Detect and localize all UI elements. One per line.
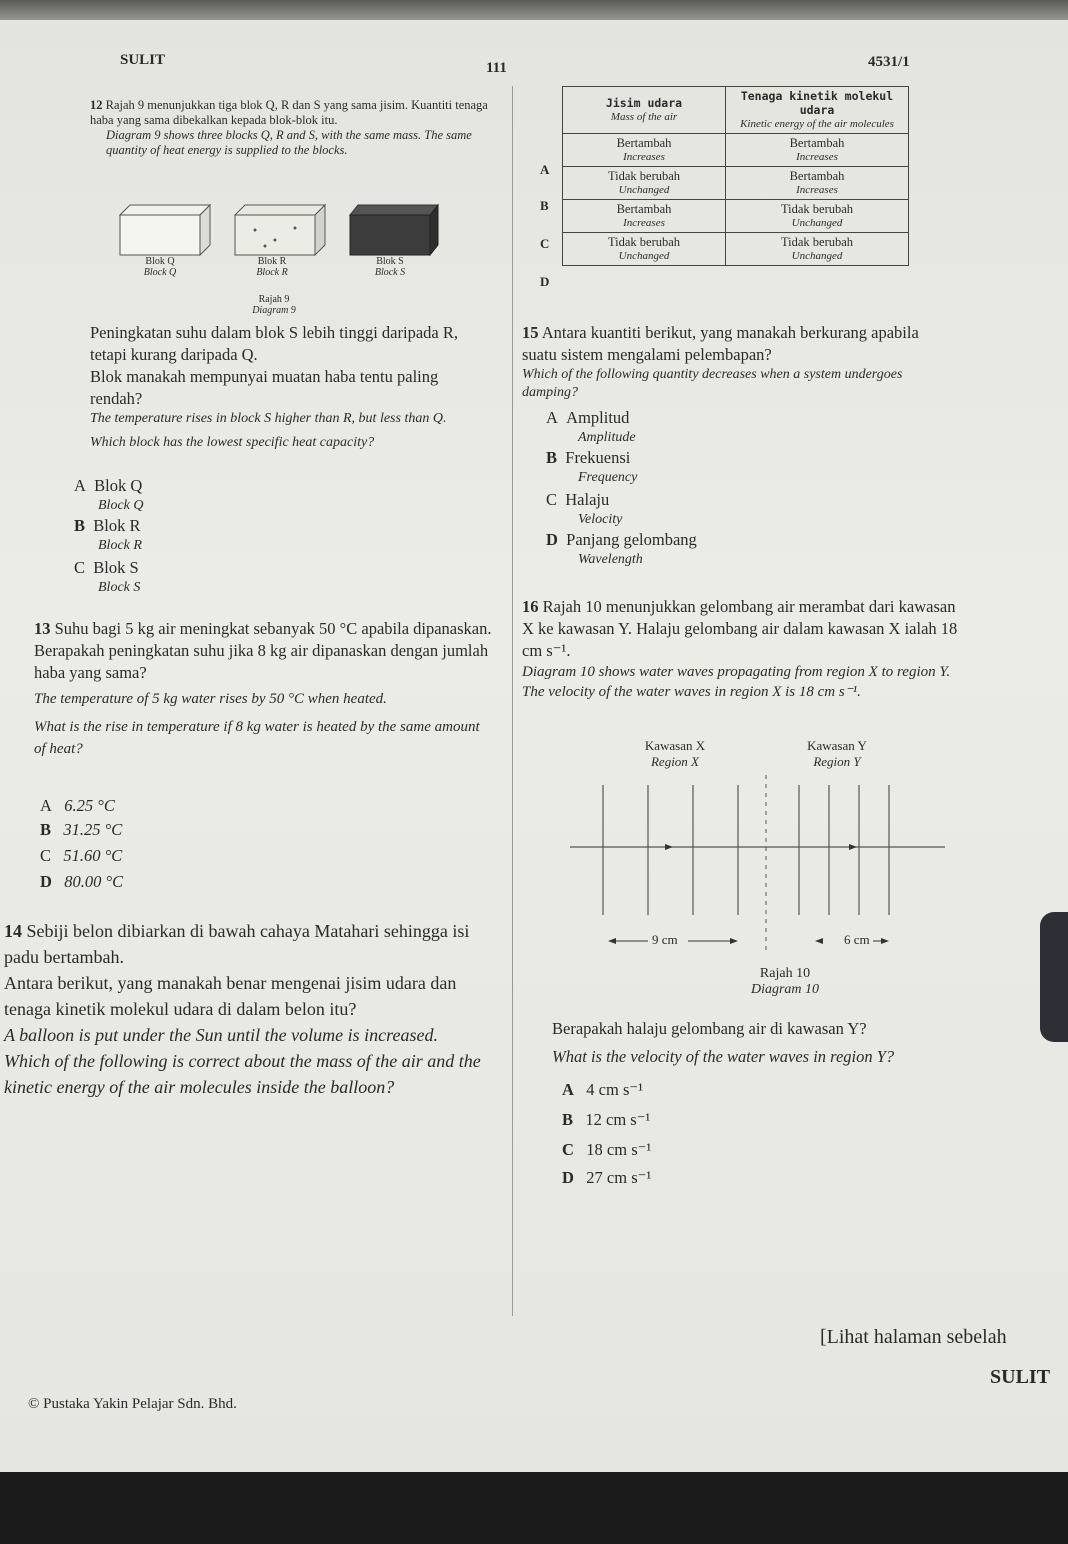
wavelength-x-label: 9 cm [652, 932, 678, 947]
paper-code: 4531/1 [868, 54, 910, 70]
diagram-9-blocks [110, 200, 440, 260]
region-y-label: Kawasan Y Region Y [807, 738, 867, 769]
q12-text-en: Diagram 9 shows three blocks Q, R and S, with the same mass. The same quantity of heat energy is supplied to the blocks. [106, 128, 472, 157]
q12-option-b[interactable]: B Blok R Block R [74, 516, 142, 553]
q16-question-en: What is the velocity of the water waves in region Y? [552, 1047, 895, 1066]
column-divider [512, 86, 513, 1316]
q14-en-1: A balloon is put under the Sun until the volume is increased. [4, 1025, 438, 1045]
block-r-label: Blok R Block R [256, 256, 288, 278]
diagram-10-waves [570, 775, 950, 960]
side-tab [1040, 912, 1068, 1042]
q15-stem [522, 322, 942, 402]
q14-row-d-letter: D [540, 274, 550, 289]
arrow-right-x [665, 844, 673, 850]
region-x-label: Kawasan X Region X [644, 738, 706, 769]
q13-number: 13 [34, 619, 51, 638]
q12-stem-en-1: The temperature rises in block S higher than R, but less than Q. [90, 411, 447, 426]
q12-stem-en-2: Which block has the lowest specific heat capacity? [90, 435, 375, 450]
q14-ms-2: Antara berikut, yang manakah benar mengenai jisim udara dan tenaga kinetik molekul udara di dalam belon itu? [4, 973, 457, 1019]
q14-number: 14 [4, 921, 22, 941]
q14-row-b-letter: B [540, 198, 549, 213]
q16-number: 16 [522, 597, 539, 616]
diagram-9-caption: Rajah 9 Diagram 9 [252, 294, 296, 316]
q14-stem [4, 918, 494, 1100]
q15-option-d[interactable]: D Panjang gelombang Wavelength [546, 530, 697, 567]
copyright: © Pustaka Yakin Pelajar Sdn. Bhd. [28, 1396, 237, 1412]
q12-number: 12 [90, 98, 103, 112]
q16-ms: Rajah 10 menunjukkan gelombang air merambat dari kawasan X ke kawasan Y. Halaju gelombang air dalam kawasan X ialah 18 cm s⁻¹. [522, 597, 958, 660]
q13-en-1: The temperature of 5 kg water rises by 50 °C when heated. [34, 691, 387, 707]
q12-stem-ms-1: Peningkatan suhu dalam blok S lebih tinggi daripada R, tetapi kurang daripada Q. [90, 323, 458, 364]
q16-option-a[interactable]: A 4 cm s⁻¹ [562, 1080, 644, 1099]
q12-option-a[interactable]: A Blok Q Block Q [74, 476, 144, 513]
q16-option-d[interactable]: D 27 cm s⁻¹ [562, 1168, 652, 1187]
block-q-label: Blok Q Block Q [143, 256, 177, 278]
turn-over-note: [Lihat halaman sebelah [820, 1326, 1007, 1348]
q14-row-d[interactable]: Tidak berubah Unchanged Tidak berubah Unchanged [563, 233, 909, 266]
block-r-shape [235, 205, 325, 255]
q16-option-b[interactable]: B 12 cm s⁻¹ [562, 1110, 651, 1129]
q15-option-b[interactable]: B Frekuensi Frequency [546, 448, 638, 485]
q15-en: Which of the following quantity decreases when a system undergoes damping? [522, 367, 903, 400]
q15-option-a[interactable]: A Amplitud Amplitude [546, 408, 636, 445]
q15-ms: Antara kuantiti berikut, yang manakah berkurang apabila suatu sistem mengalami pelembapan? [522, 323, 919, 364]
block-s-label: Blok S Block S [374, 256, 406, 278]
diagram-10-caption: Rajah 10 Diagram 10 [750, 966, 820, 997]
q13-option-a[interactable]: A 6.25 °C [40, 796, 115, 815]
q12-text-ms: Rajah 9 menunjukkan tiga blok Q, R dan S yang sama jisim. Kuantiti tenaga haba yang sama dibekalkan kepada blok-blok itu. [90, 98, 488, 127]
q13-en-2: What is the rise in temperature if 8 kg water is heated by the same amount of heat? [34, 719, 480, 757]
q13-option-b[interactable]: B 31.25 °C [40, 820, 123, 839]
q14-row-c[interactable]: Bertambah Increases Tidak berubah Unchanged [563, 200, 909, 233]
q14-ms-1: Sebiji belon dibiarkan di bawah cahaya Matahari sehingga isi padu bertambah. [4, 921, 470, 967]
arrow-right-y [849, 844, 857, 850]
q13-option-c[interactable]: C 51.60 °C [40, 846, 123, 865]
col-mass-header: Jisim udara Mass of the air [563, 87, 726, 134]
block-q-shape [120, 205, 210, 255]
q16-stem [522, 596, 962, 702]
q13-option-d[interactable]: D 80.00 °C [40, 872, 124, 891]
q14-row-c-letter: C [540, 236, 550, 251]
sulit-header: SULIT [120, 52, 166, 68]
table-surface [0, 1472, 1068, 1544]
q16-question [552, 1018, 982, 1068]
col-ke-header: Tenaga kinetik molekul udara Kinetic energy of the air molecules [726, 87, 909, 134]
q16-question-ms: Berapakah halaju gelombang air di kawasan Y? [552, 1019, 867, 1038]
q12-stem [90, 322, 490, 452]
q14-en-2: Which of the following is correct about the mass of the air and the kinetic energy of the air molecules inside the balloon? [4, 1051, 481, 1097]
q14-row-b[interactable]: Tidak berubah Unchanged Bertambah Increases [563, 167, 909, 200]
q15-option-c[interactable]: C Halaju Velocity [546, 490, 623, 527]
footer-sulit: SULIT [990, 1366, 1051, 1388]
q15-number: 15 [522, 323, 539, 342]
q14-options-table [562, 86, 909, 266]
q12-intro [90, 98, 488, 158]
wavelength-y-label: 6 cm [844, 932, 870, 947]
q13-ms-2: Berapakah peningkatan suhu jika 8 kg air dipanaskan dengan jumlah haba yang sama? [34, 641, 489, 682]
page-number: 111 [486, 60, 507, 76]
q13-stem [34, 618, 494, 760]
q12-stem-ms-2: Blok manakah mempunyai muatan haba tentu paling rendah? [90, 367, 439, 408]
q16-option-c[interactable]: C 18 cm s⁻¹ [562, 1140, 652, 1159]
q12-option-c[interactable]: C Blok S Block S [74, 558, 141, 595]
q14-row-a[interactable]: Bertambah Increases Bertambah Increases [563, 134, 909, 167]
q13-ms-1: Suhu bagi 5 kg air meningkat sebanyak 50 °C apabila dipanaskan. [54, 619, 492, 638]
block-s-shape [350, 205, 438, 255]
q14-row-a-letter: A [540, 162, 550, 177]
q16-en: Diagram 10 shows water waves propagating from region X to region Y. The velocity of the water waves in region X is 18 cm s⁻¹. [522, 664, 951, 700]
